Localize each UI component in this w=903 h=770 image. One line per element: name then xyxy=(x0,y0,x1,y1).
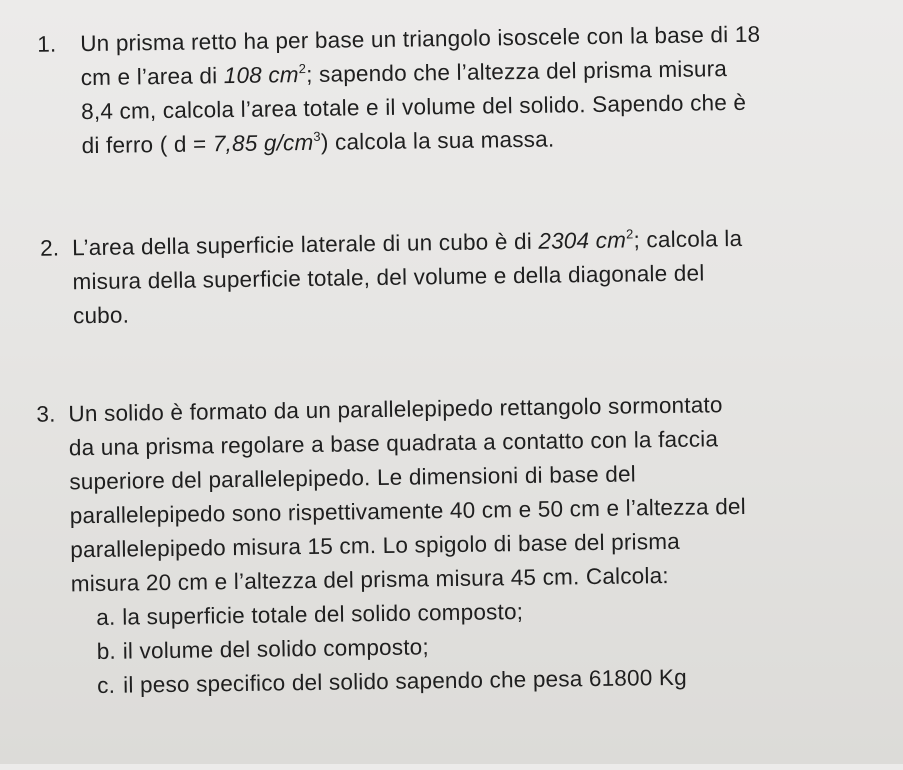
text-fragment: di ferro ( xyxy=(81,131,168,159)
exercise-text xyxy=(80,17,839,164)
exponent: 3 xyxy=(313,128,321,144)
text-line: misura 20 cm e l’altezza del prisma misura 45 cm. Calcola: xyxy=(70,562,669,597)
density-label: d = xyxy=(173,131,214,157)
text-line: Un prisma retto ha per base un triangolo isoscele con la base di 18 xyxy=(80,21,761,57)
exercise-text xyxy=(68,387,839,602)
text-line: 8,4 cm, calcola l’area totale e il volume del solido. Sapendo che è xyxy=(81,89,747,125)
text-fragment: ; calcola la xyxy=(633,225,743,253)
text-fragment: ) calcola la sua massa. xyxy=(320,126,555,155)
text-fragment: cm e l’area di xyxy=(80,63,218,91)
exercise-2 xyxy=(40,221,841,334)
text-line: cubo. xyxy=(72,302,130,329)
sub-question-letter: a. xyxy=(96,604,116,630)
exponent: 2 xyxy=(625,226,634,242)
density-value: 7,85 g/cm xyxy=(212,129,314,157)
exercise-number: 2. xyxy=(39,235,60,261)
text-fragment: ; sapendo che l’altezza del prisma misura xyxy=(306,56,728,87)
sub-question-text: il volume del solido composto; xyxy=(122,634,430,664)
text-line: superiore del parallelepipedo. Le dimensioni di base del xyxy=(69,461,637,495)
area-value: 2304 cm xyxy=(538,227,627,254)
exercise-number: 1. xyxy=(37,31,57,57)
exercise-number: 3. xyxy=(36,401,56,427)
text-line: Un solido è formato da un parallelepipedo rettangolo sormontato xyxy=(68,392,723,427)
text-line: parallelepipedo sono rispettivamente 40 cm e 50 cm e l’altezza del xyxy=(69,493,747,529)
text-line: misura della superficie totale, del volume e della diagonale del xyxy=(72,260,705,295)
exercise-text xyxy=(72,221,841,334)
exercise-3 xyxy=(36,387,840,704)
text-fragment: L’area della superficie laterale di un cubo è di xyxy=(71,228,533,261)
area-value: 108 cm xyxy=(223,62,299,89)
sub-question-text: la superficie totale del solido composto; xyxy=(122,599,524,630)
sub-question-letter: c. xyxy=(97,672,116,698)
sub-question-text: il peso specifico del solido sapendo che pesa 61800 Kg xyxy=(123,664,688,698)
sub-question-letter: b. xyxy=(96,638,117,664)
text-line: parallelepipedo misura 15 cm. Lo spigolo di base del prisma xyxy=(70,528,681,563)
text-line: da una prisma regolare a base quadrata a contatto con la faccia xyxy=(68,426,719,461)
exponent: 2 xyxy=(298,61,307,77)
exercise-1 xyxy=(37,17,839,164)
